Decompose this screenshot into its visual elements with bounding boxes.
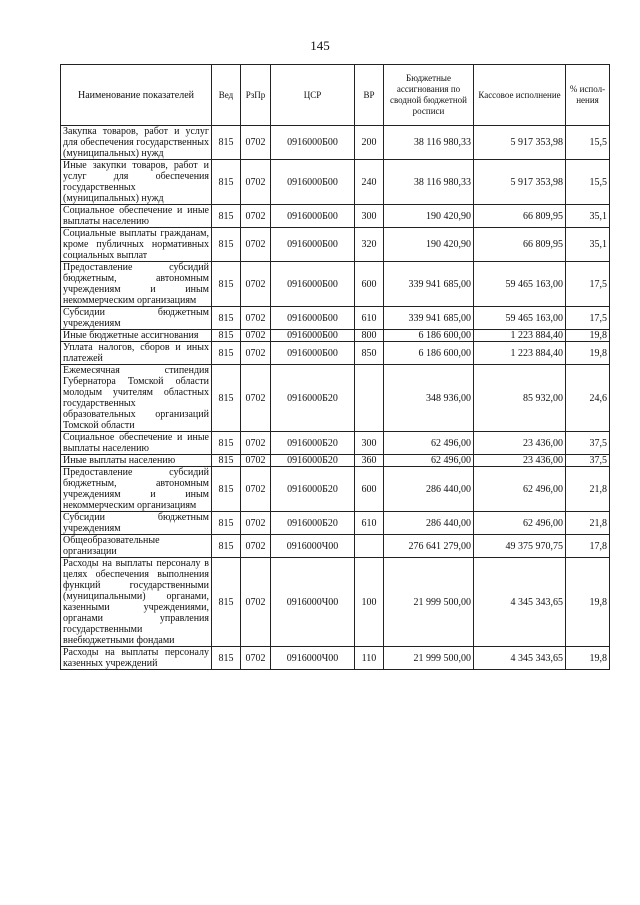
cell-rzpr: 0702	[241, 262, 271, 307]
cell-name: Ежемесячная стипендия Губернатора Томской области молодым учителям областных государственных образовательных организаций Томской области	[61, 365, 212, 432]
cell-budget: 286 440,00	[384, 512, 474, 535]
cell-csr: 0916000Б20	[271, 432, 355, 455]
cell-budget: 38 116 980,33	[384, 160, 474, 205]
cell-ved: 815	[212, 647, 241, 670]
cell-percent: 24,6	[566, 365, 610, 432]
cell-ved: 815	[212, 558, 241, 647]
cell-vr: 200	[355, 126, 384, 160]
header-name: Наименование показателей	[61, 65, 212, 126]
cell-cash: 49 375 970,75	[474, 535, 566, 558]
cell-vr: 300	[355, 205, 384, 228]
cell-rzpr: 0702	[241, 432, 271, 455]
cell-vr	[355, 535, 384, 558]
cell-cash: 4 345 343,65	[474, 647, 566, 670]
cell-cash: 4 345 343,65	[474, 558, 566, 647]
cell-vr	[355, 365, 384, 432]
header-vr: ВР	[355, 65, 384, 126]
cell-rzpr: 0702	[241, 647, 271, 670]
cell-rzpr: 0702	[241, 330, 271, 342]
cell-rzpr: 0702	[241, 228, 271, 262]
cell-budget: 38 116 980,33	[384, 126, 474, 160]
cell-cash: 23 436,00	[474, 432, 566, 455]
cell-name: Уплата налогов, сборов и иных платежей	[61, 342, 212, 365]
table-row	[61, 205, 610, 228]
cell-percent: 35,1	[566, 228, 610, 262]
table-row	[61, 342, 610, 365]
cell-percent: 19,8	[566, 330, 610, 342]
cell-name: Социальные выплаты гражданам, кроме публичных нормативных социальных выплат	[61, 228, 212, 262]
cell-ved: 815	[212, 342, 241, 365]
cell-percent: 17,8	[566, 535, 610, 558]
table-row	[61, 512, 610, 535]
cell-ved: 815	[212, 467, 241, 512]
cell-percent: 15,5	[566, 126, 610, 160]
cell-vr: 600	[355, 262, 384, 307]
cell-budget: 62 496,00	[384, 432, 474, 455]
cell-name: Расходы на выплаты персоналу казенных учреждений	[61, 647, 212, 670]
cell-name: Субсидии бюджетным учреждениям	[61, 512, 212, 535]
cell-ved: 815	[212, 228, 241, 262]
cell-ved: 815	[212, 262, 241, 307]
cell-vr: 610	[355, 307, 384, 330]
cell-vr: 360	[355, 455, 384, 467]
cell-ved: 815	[212, 126, 241, 160]
cell-budget: 276 641 279,00	[384, 535, 474, 558]
cell-budget: 6 186 600,00	[384, 330, 474, 342]
cell-cash: 62 496,00	[474, 512, 566, 535]
cell-csr: 0916000Ч00	[271, 558, 355, 647]
cell-ved: 815	[212, 512, 241, 535]
cell-csr: 0916000Б00	[271, 228, 355, 262]
cell-budget: 339 941 685,00	[384, 307, 474, 330]
table-row	[61, 160, 610, 205]
cell-ved: 815	[212, 330, 241, 342]
cell-percent: 21,8	[566, 467, 610, 512]
cell-budget: 21 999 500,00	[384, 558, 474, 647]
cell-vr: 100	[355, 558, 384, 647]
header-budget: Бюджетные ассигнования по сводной бюджетной росписи	[384, 65, 474, 126]
cell-rzpr: 0702	[241, 535, 271, 558]
cell-name: Иные бюджетные ассигнования	[61, 330, 212, 342]
cell-budget: 286 440,00	[384, 467, 474, 512]
budget-execution-table	[60, 64, 610, 670]
table-row	[61, 535, 610, 558]
cell-rzpr: 0702	[241, 160, 271, 205]
header-percent: % испол-нения	[566, 65, 610, 126]
cell-cash: 1 223 884,40	[474, 342, 566, 365]
cell-budget: 190 420,90	[384, 205, 474, 228]
cell-cash: 59 465 163,00	[474, 307, 566, 330]
cell-vr: 110	[355, 647, 384, 670]
cell-csr: 0916000Ч00	[271, 647, 355, 670]
cell-cash: 5 917 353,98	[474, 126, 566, 160]
cell-csr: 0916000Ч00	[271, 535, 355, 558]
cell-ved: 815	[212, 307, 241, 330]
cell-name: Общеобразовательные организации	[61, 535, 212, 558]
cell-csr: 0916000Б20	[271, 467, 355, 512]
cell-rzpr: 0702	[241, 365, 271, 432]
cell-percent: 21,8	[566, 512, 610, 535]
table-row	[61, 467, 610, 512]
cell-budget: 21 999 500,00	[384, 647, 474, 670]
cell-rzpr: 0702	[241, 307, 271, 330]
cell-cash: 1 223 884,40	[474, 330, 566, 342]
cell-name: Предоставление субсидий бюджетным, автономным учреждениям и иным некоммерческим организациям	[61, 467, 212, 512]
cell-cash: 62 496,00	[474, 467, 566, 512]
cell-percent: 37,5	[566, 455, 610, 467]
cell-budget: 190 420,90	[384, 228, 474, 262]
cell-csr: 0916000Б00	[271, 126, 355, 160]
cell-budget: 348 936,00	[384, 365, 474, 432]
table-row	[61, 262, 610, 307]
table-row	[61, 330, 610, 342]
cell-percent: 19,8	[566, 342, 610, 365]
cell-vr: 850	[355, 342, 384, 365]
cell-percent: 19,8	[566, 558, 610, 647]
cell-rzpr: 0702	[241, 558, 271, 647]
cell-rzpr: 0702	[241, 455, 271, 467]
cell-percent: 19,8	[566, 647, 610, 670]
table-row	[61, 307, 610, 330]
table-row	[61, 647, 610, 670]
cell-ved: 815	[212, 160, 241, 205]
cell-rzpr: 0702	[241, 205, 271, 228]
table-row	[61, 365, 610, 432]
cell-cash: 5 917 353,98	[474, 160, 566, 205]
cell-name: Социальное обеспечение и иные выплаты населению	[61, 432, 212, 455]
cell-vr: 800	[355, 330, 384, 342]
cell-ved: 815	[212, 455, 241, 467]
table-row	[61, 228, 610, 262]
cell-name: Расходы на выплаты персоналу в целях обеспечения выполнения функций государственными (муниципальными) органами, казенными учреждениями, органами управления государственными внебюджетными фондами	[61, 558, 212, 647]
cell-rzpr: 0702	[241, 342, 271, 365]
cell-vr: 240	[355, 160, 384, 205]
cell-name: Иные закупки товаров, работ и услуг для обеспечения государственных (муниципальных) нужд	[61, 160, 212, 205]
table-row	[61, 455, 610, 467]
cell-percent: 17,5	[566, 307, 610, 330]
cell-cash: 59 465 163,00	[474, 262, 566, 307]
cell-name: Предоставление субсидий бюджетным, автономным учреждениям и иным некоммерческим организациям	[61, 262, 212, 307]
page-number: 145	[310, 38, 330, 53]
table-row	[61, 558, 610, 647]
header-cash: Кассовое исполнение	[474, 65, 566, 126]
table-header-row	[61, 65, 610, 126]
cell-name: Субсидии бюджетным учреждениям	[61, 307, 212, 330]
cell-csr: 0916000Б00	[271, 307, 355, 330]
cell-cash: 85 932,00	[474, 365, 566, 432]
cell-rzpr: 0702	[241, 467, 271, 512]
cell-csr: 0916000Б20	[271, 365, 355, 432]
cell-budget: 62 496,00	[384, 455, 474, 467]
table-body	[61, 126, 610, 670]
cell-csr: 0916000Б00	[271, 342, 355, 365]
cell-name: Иные выплаты населению	[61, 455, 212, 467]
cell-budget: 339 941 685,00	[384, 262, 474, 307]
cell-vr: 600	[355, 467, 384, 512]
cell-name: Социальное обеспечение и иные выплаты населению	[61, 205, 212, 228]
cell-budget: 6 186 600,00	[384, 342, 474, 365]
cell-csr: 0916000Б00	[271, 330, 355, 342]
cell-vr: 300	[355, 432, 384, 455]
table-row	[61, 126, 610, 160]
cell-ved: 815	[212, 535, 241, 558]
header-csr: ЦСР	[271, 65, 355, 126]
header-rzpr: РзПр	[241, 65, 271, 126]
cell-percent: 17,5	[566, 262, 610, 307]
cell-csr: 0916000Б00	[271, 262, 355, 307]
cell-rzpr: 0702	[241, 126, 271, 160]
cell-csr: 0916000Б00	[271, 160, 355, 205]
cell-ved: 815	[212, 205, 241, 228]
cell-vr: 320	[355, 228, 384, 262]
cell-csr: 0916000Б00	[271, 205, 355, 228]
cell-vr: 610	[355, 512, 384, 535]
cell-percent: 37,5	[566, 432, 610, 455]
cell-cash: 23 436,00	[474, 455, 566, 467]
cell-ved: 815	[212, 432, 241, 455]
cell-percent: 35,1	[566, 205, 610, 228]
cell-cash: 66 809,95	[474, 228, 566, 262]
header-ved: Вед	[212, 65, 241, 126]
cell-cash: 66 809,95	[474, 205, 566, 228]
table-row	[61, 432, 610, 455]
cell-name: Закупка товаров, работ и услуг для обеспечения государственных (муниципальных) нужд	[61, 126, 212, 160]
cell-rzpr: 0702	[241, 512, 271, 535]
cell-csr: 0916000Б20	[271, 512, 355, 535]
cell-ved: 815	[212, 365, 241, 432]
cell-csr: 0916000Б20	[271, 455, 355, 467]
cell-percent: 15,5	[566, 160, 610, 205]
